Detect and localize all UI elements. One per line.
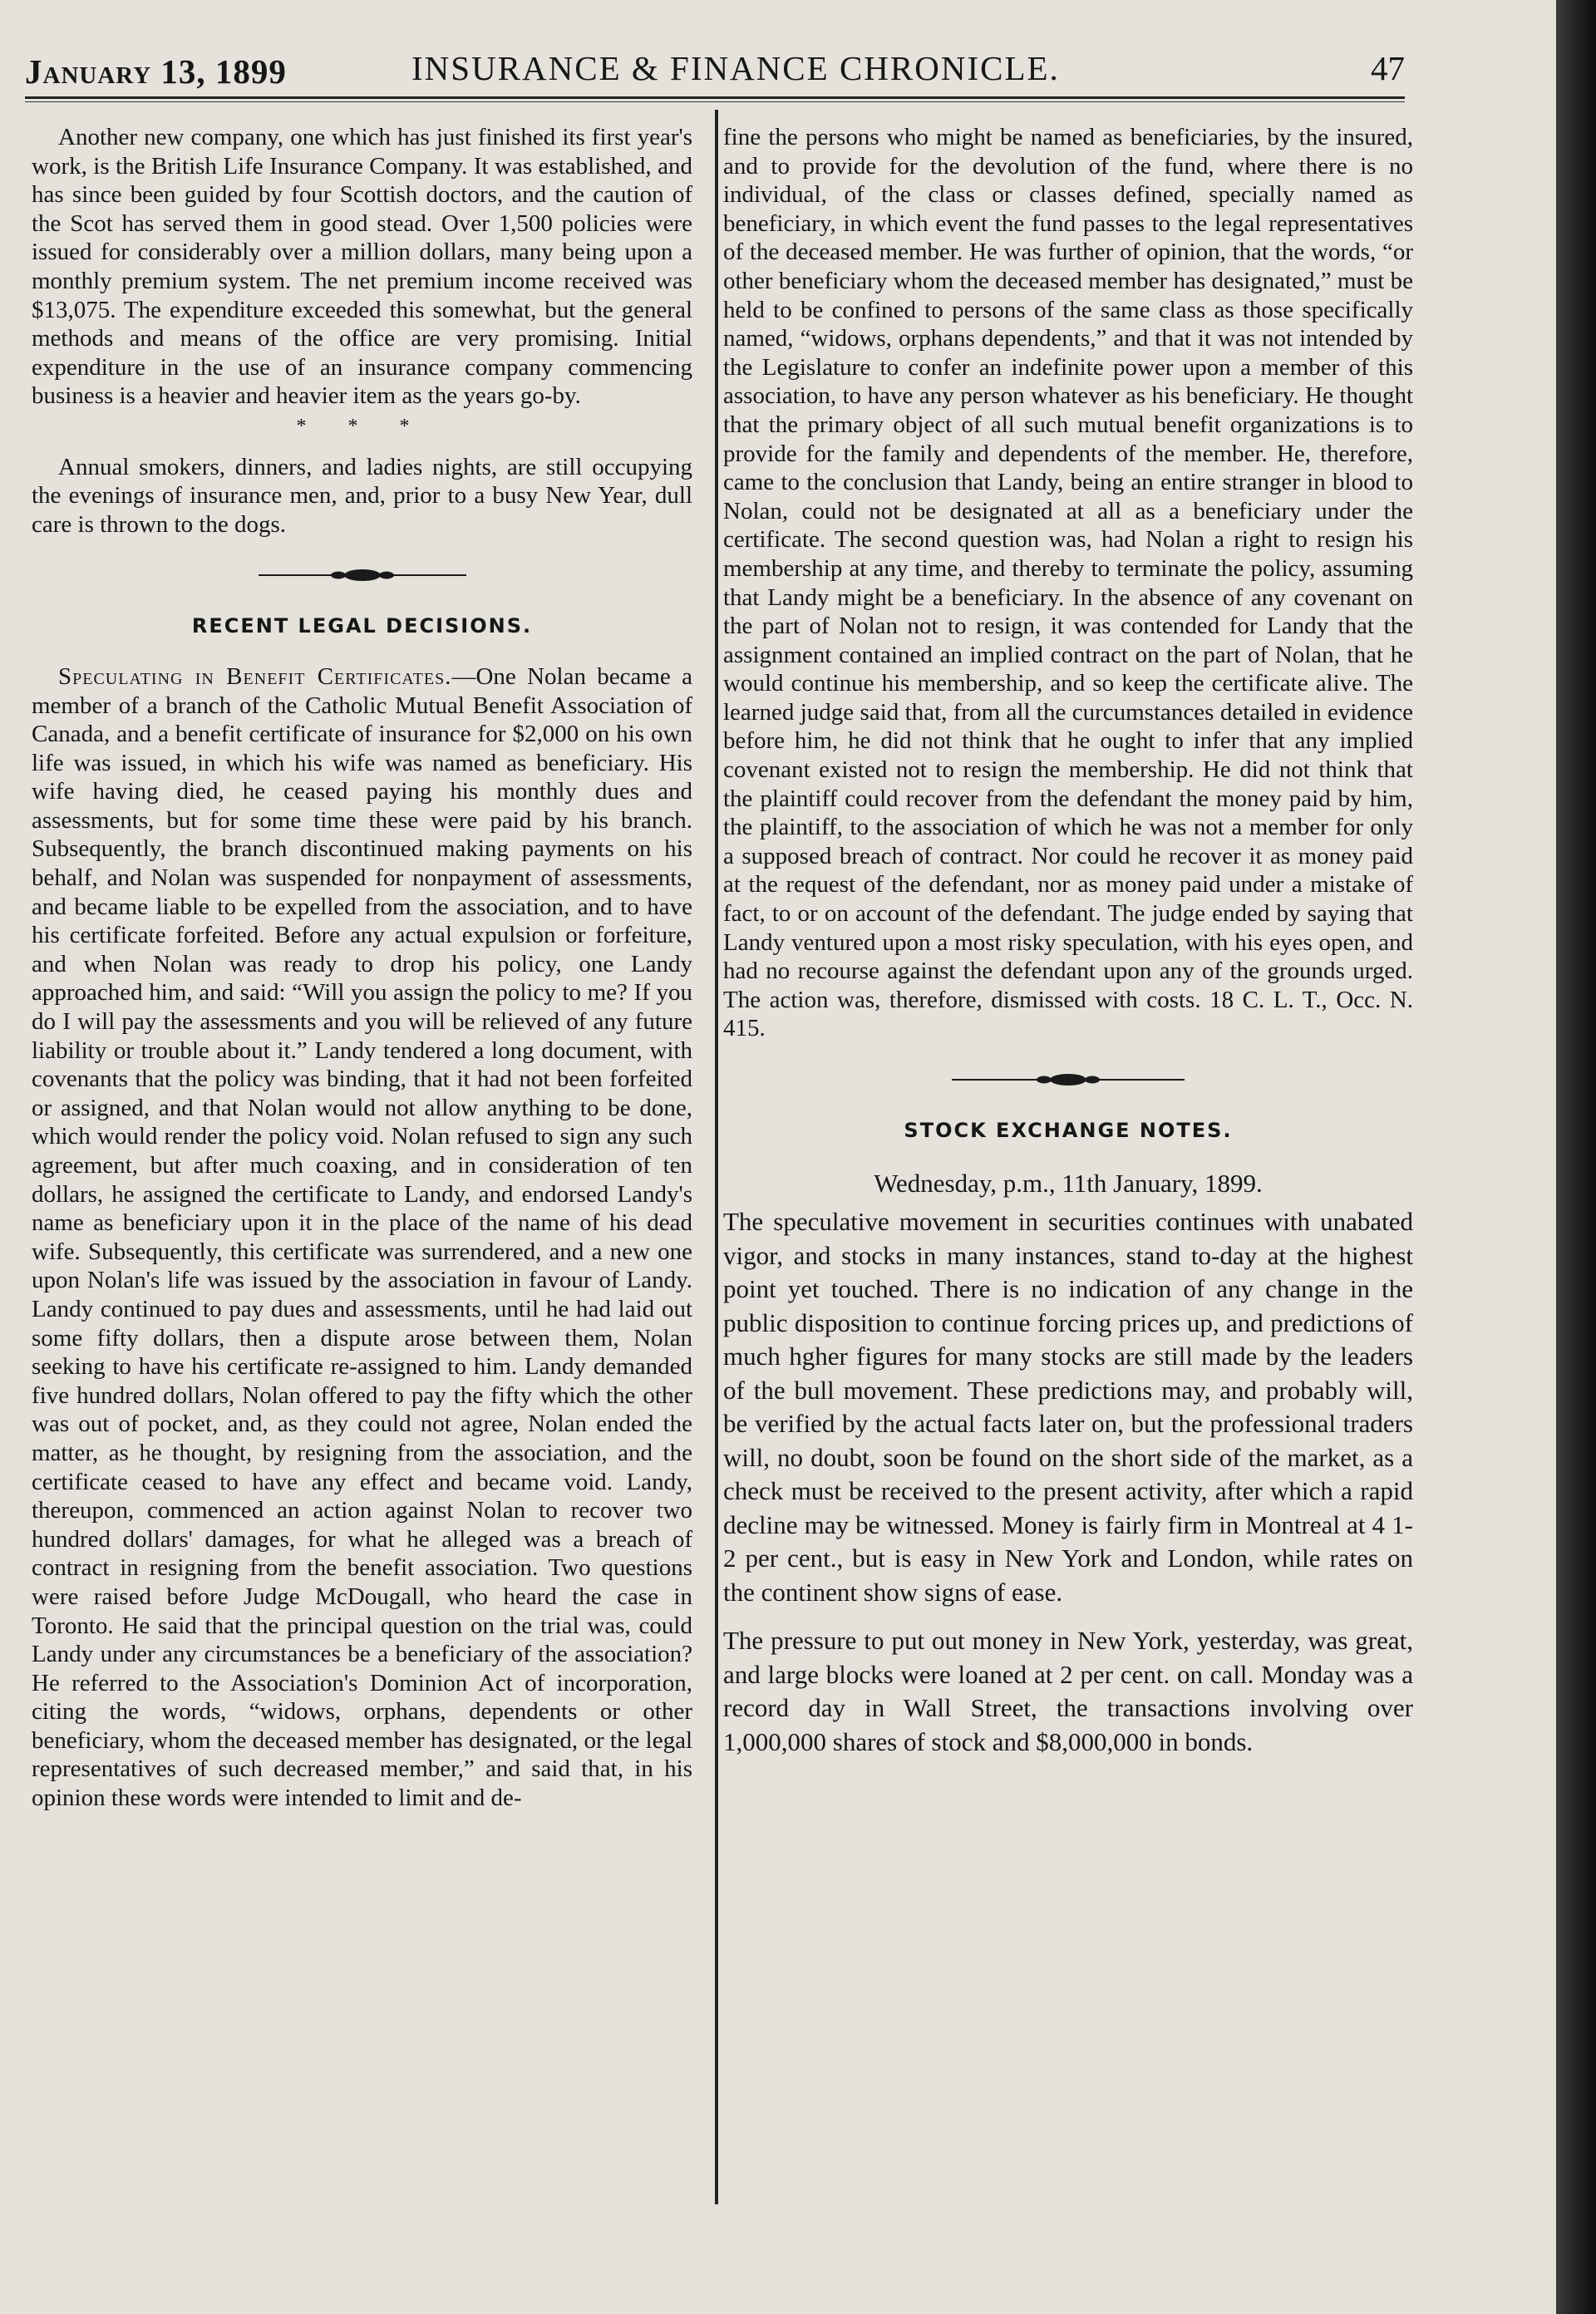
header-date: January 13, 1899	[25, 52, 287, 91]
page-header	[25, 43, 1405, 93]
british-life-paragraph: Another new company, one which has just finished its first year's work, is the British Life Insurance Company. It was established, and has since been guided by four Scottish doctors, and the caution of the Scot has served them in good stead. Over 1,500 policies were issued for considerably over a million dollars, many being upon a monthly premium system. The net premium income received was $13,075. The expenditure exceeded this somewhat, but the general methods and means of the office are very promising. Initial expenditure in the use of an insurance company commencing business is a heavier and heavier item as the years go-by.	[32, 124, 692, 410]
stock-dateline: Wednesday, p.m., 11th January, 1899.	[874, 1168, 1263, 1198]
legal-decision-body: —One Nolan became a member of a branch of the Catholic Mutual Benefit Association of Canada, and a benefit certificate of insurance for $2,000 on his own life was issued, in which his wife was named as beneficiary. His wife having died, he ceased paying his monthly dues and assessments, but for some time these were paid by his branch. Subsequently, the branch discontinued making payments on his behalf, and Nolan was suspended for nonpayment of assessments, and became liable to be expelled from the association, and to have his certificate forfeited. Before any actual expulsion or forfeiture, and when Nolan was ready to drop his policy, one Landy approached him, and said: “Will you assign the policy to me? If you do I will pay the assessments and you will be relieved of any future liability or trouble about it.” Landy tendered a long document, with covenants that the policy was binding, that it had not been forfeited or assigned, and that Nolan would not allow anything to be done, which would render the policy void. Nolan refused to sign any such agreement, but after much coaxing, and in consideration of ten dollars, he assigned the certificate to Landy, and endorsed Landy's name as beneficiary upon it in the place of the name of his dead wife. Subsequently, this certificate was surrendered, and a new one upon Nolan's life was issued by the association in favour of Landy. Landy continued to pay dues and assessments, until he had laid out some fifty dollars, then a dispute arose between them, Nolan seeking to have his certificate re-assigned to him. Landy demanded five hundred dollars, Nolan offered to pay the fifty which the other was out of pocket, and, as they could not agree, Nolan ended the matter, as he thought, by resigning from the association, and the certificate ceased to have any effect and became void. Landy, thereupon, commenced an action against Nolan to recover two hundred dollars' damages, for what he alleged was a breach of contract in resigning from the benefit association. Two questions were raised before Judge McDougall, who heard the case in Toronto. He said that the principal question on the trial was, could Landy under any circumstances be a beneficiary of the association? He referred to the Association's Dominion Act of incorporation, citing the words, “widows, orphans, dependents or other beneficiary, whom the deceased member has designated, or the legal representatives of such decreased member,” and said that, in his opinion these words were intended to limit and de-	[32, 662, 692, 1812]
legal-decisions-heading: RECENT LEGAL DECISIONS.	[191, 614, 533, 638]
ornament-divider-icon	[259, 567, 466, 583]
page-number: 47	[1371, 49, 1405, 87]
section-stars: * * *	[296, 415, 428, 437]
stock-paragraph-speculative: The speculative movement in securities continues with unabated vigor, and stocks in many instances, stand to-day at the highest point yet touched. There is no indication of any change in the public disposition to continue forcing prices up, and predictions of much hgher figures for many stocks are still made by the leaders of the bull movement. These predictions may, and probably will, be verified by the actual facts later on, but the professional traders will, no doubt, soon be found on the short side of the market, as a check must be received to the present activity, after which a rapid decline may be witnessed. Money is fairly firm in Montreal at 4 1-2 per cent., but is easy in New York and London, while rates on the continent show signs of ease.	[723, 1207, 1413, 1607]
ornament-divider-icon	[952, 1071, 1185, 1088]
header-rule	[25, 96, 1405, 102]
header-title: INSURANCE & FINANCE CHRONICLE.	[411, 49, 1060, 87]
stock-paragraph-pressure: The pressure to put out money in New York, yesterday, was great, and large blocks were loaned at 2 per cent. on call. Monday was a record day in Wall Street, the transactions involving over 1,000,000 shares of stock and $8,000,000 in bonds.	[723, 1626, 1413, 1756]
legal-decision-continued: fine the persons who might be named as beneficiaries, by the insured, and to provide for the devolution of the fund, where there is no individual, of the class or classes defined, specially named as beneficiary, in which event the fund passes to the legal representatives of the deceased member. He was further of opinion, that the words, “or other beneficiary whom the deceased member has designated,” must be held to be confined to persons of the same class as those specifically named, “widows, orphans dependents,” and that it was not intended by the Legislature to confer an indefinite power upon a member of this association, to have any person whatever as his beneficiary. He thought that the primary object of all such mutual benefit organizations is to provide for the family and dependents of the member. He, therefore, came to the conclusion that Landy, being an entire stranger in blood to Nolan, could not be designated at all as a beneficiary under the certificate. The second question was, had Nolan a right to resign his membership at any time, and thereby to terminate the policy, assuming that Landy might be a beneficiary. In the absence of any covenant on the part of Nolan not to resign, it was contended for Landy that the assignment contained an implied contract on the part of Nolan, that he would continue his membership, and so keep the certificate alive. The learned judge said that, from all the curcumstances detailed in evidence before him, he did not think that he ought to infer that any implied covenant existed not to resign the membership. He did not think that the plaintiff could recover from the defendant the money paid by him, the plaintiff, to the association of which he was not a member for only a supposed breach of contract. Nor could he recover it as money paid at the request of the defendant, nor as money paid under a mistake of fact, to or on account of the defendant. The judge ended by saying that Landy ventured upon a most risky speculation, with his eyes open, and had no recourse against the defendant upon any of the grounds urged. The action was, therefore, dismissed with costs. 18 C. L. T., Occ. N. 415.	[723, 124, 1413, 1042]
right-column	[723, 123, 1413, 1759]
smokers-paragraph: Annual smokers, dinners, and ladies nights, are still occupying the evenings of insurance men, and, prior to a busy New Year, dull care is thrown to the dogs.	[32, 453, 692, 538]
stock-exchange-heading: STOCK EXCHANGE NOTES.	[904, 1119, 1233, 1142]
scan-edge	[1556, 0, 1596, 2314]
legal-runin-heading: Speculating in Benefit Certificates.	[58, 662, 452, 690]
left-column	[32, 123, 692, 1813]
legal-decision-paragraph	[32, 662, 692, 1813]
column-divider	[715, 110, 718, 2204]
stock-exchange-notes	[723, 1167, 1413, 1760]
